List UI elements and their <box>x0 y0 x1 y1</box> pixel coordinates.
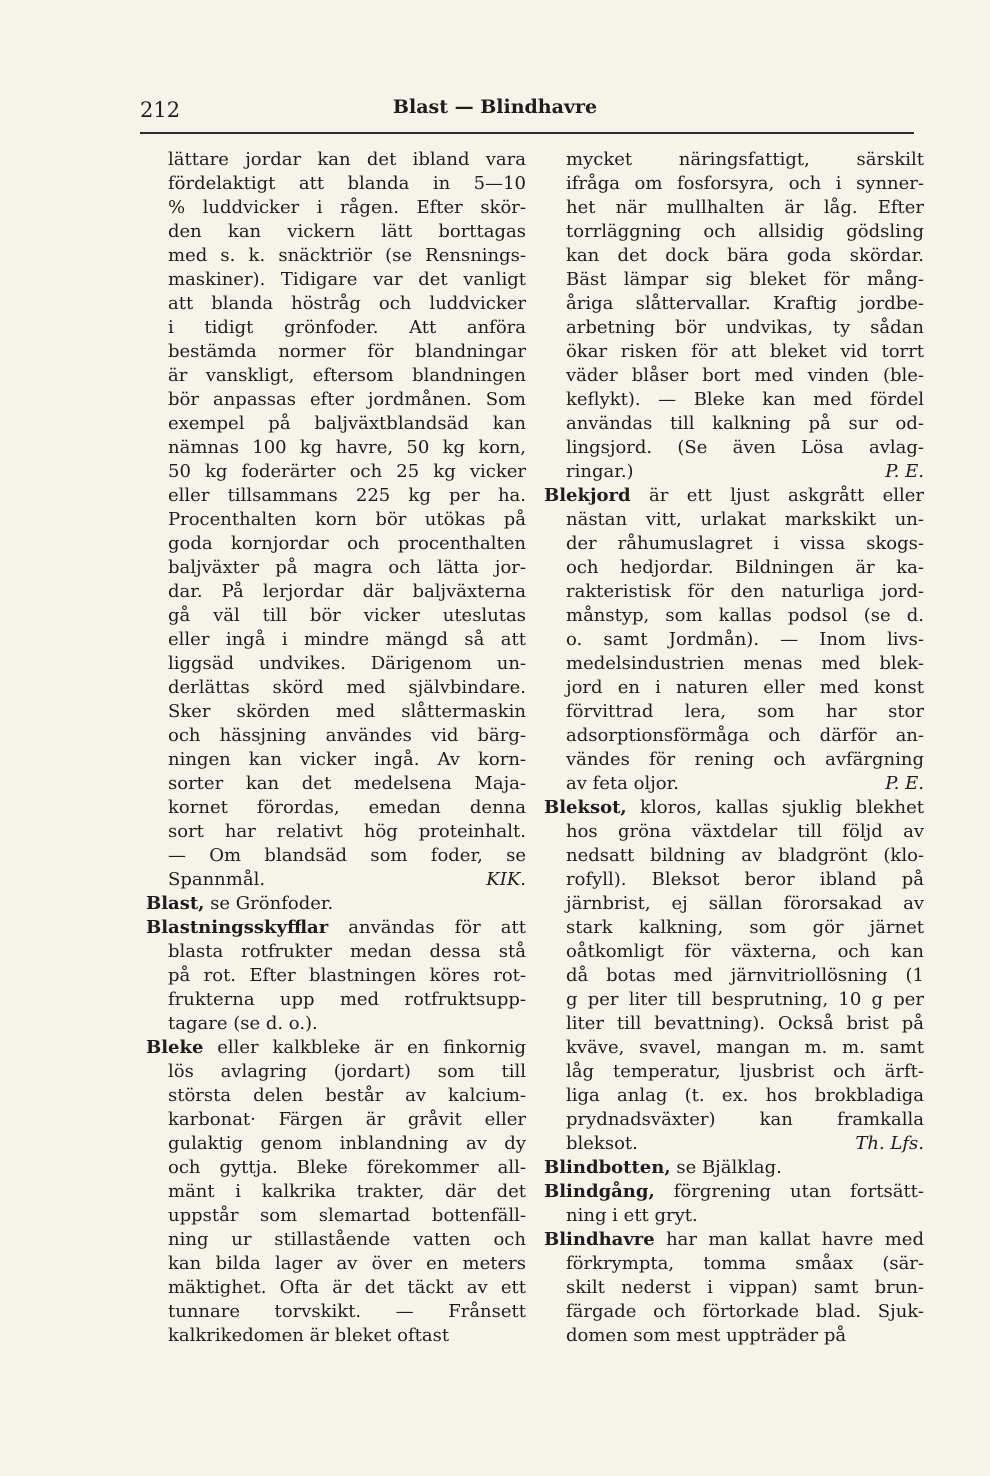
line-text: eller ingå i mindre mängd så att <box>168 629 526 650</box>
line-text: då botas med järnvitriollösning (1 <box>566 965 924 986</box>
line-text: se Bjälklag. <box>676 1157 782 1178</box>
line-text: karbonat· Färgen är gråvit eller <box>168 1109 526 1130</box>
line-text: att blanda höstråg och luddvicker <box>168 293 526 314</box>
line-text: torrläggning och allsidig gödsling <box>566 221 924 242</box>
text-line <box>544 1276 924 1300</box>
text-line <box>146 844 526 868</box>
line-text: arbetning bör undvikas, ty sådan <box>566 317 924 338</box>
line-text: ning i ett gryt. <box>566 1205 698 1226</box>
line-text: oåtkomligt för växterna, och kan <box>566 941 924 962</box>
line-text: nämnas 100 kg havre, 50 kg korn, <box>168 437 526 458</box>
line-text: tagare (se d. o.). <box>168 1013 318 1034</box>
text-line <box>146 988 526 1012</box>
headword: Blindgång, <box>544 1181 655 1202</box>
line-text: färgade och förtorkade blad. Sjuk- <box>566 1301 924 1322</box>
text-line <box>544 1060 924 1084</box>
text-line <box>146 244 526 268</box>
text-line <box>146 388 526 412</box>
line-text: domen som mest uppträder på <box>566 1325 847 1346</box>
text-line <box>146 580 526 604</box>
dictionary-entry <box>146 892 526 916</box>
text-line <box>544 436 924 460</box>
text-line <box>544 1324 924 1348</box>
line-text: % luddvicker i rågen. Efter skör- <box>168 197 526 218</box>
text-line <box>544 460 924 484</box>
line-text: prydnadsväxter) kan framkalla <box>566 1109 924 1130</box>
line-text: kalkrikedomen är bleket oftast <box>168 1325 450 1346</box>
line-text: ökar risken för att bleket vid torrt <box>566 341 924 362</box>
line-text: sort har relativt hög proteinhalt. <box>168 821 526 842</box>
line-text: baljväxter på magra och lätta jor- <box>168 557 526 578</box>
text-line <box>544 748 924 772</box>
text-line <box>146 1156 526 1180</box>
text-line <box>146 772 526 796</box>
text-line <box>146 1036 526 1060</box>
line-text: blasta rotfrukter medan dessa stå <box>168 941 526 962</box>
line-text: kan bilda lager av över en meters <box>168 1253 526 1274</box>
text-line <box>544 148 924 172</box>
line-text: lättare jordar kan det ibland vara <box>168 149 526 170</box>
headword: Bleksot, <box>544 797 627 818</box>
text-line <box>544 676 924 700</box>
line-text: i tidigt grönfoder. Att anföra <box>168 317 526 338</box>
text-line <box>544 988 924 1012</box>
line-text: kväve, svavel, mangan m. m. samt <box>566 1037 924 1058</box>
line-text: och hedjordar. Bildningen är ka- <box>566 557 924 578</box>
text-line <box>544 292 924 316</box>
text-line <box>146 292 526 316</box>
text-line <box>146 916 526 940</box>
text-line <box>146 1300 526 1324</box>
text-line <box>544 508 924 532</box>
line-text: kornet förordas, emedan denna <box>168 797 526 818</box>
line-text: och hässjning användes vid bärg- <box>168 725 526 746</box>
line-text: liter till bevattning). Också brist på <box>566 1013 924 1034</box>
dictionary-entry <box>544 484 924 796</box>
line-text: bleksot. <box>566 1133 638 1154</box>
text-line <box>544 580 924 604</box>
author-signature: P. E. <box>885 461 924 482</box>
headword: Blindhavre <box>544 1229 655 1250</box>
text-line <box>544 412 924 436</box>
text-line <box>146 460 526 484</box>
text-line <box>146 1084 526 1108</box>
text-line <box>146 700 526 724</box>
text-line <box>146 868 526 892</box>
author-signature: P. E. <box>885 773 924 794</box>
text-line <box>146 268 526 292</box>
line-text: nästan vitt, urlakat markskikt un- <box>566 509 924 530</box>
text-line <box>146 1060 526 1084</box>
text-line <box>544 1300 924 1324</box>
line-text: uppstår som slemartad bottenfäll- <box>168 1205 526 1226</box>
text-line <box>146 964 526 988</box>
line-text: gulaktig genom inblandning av dy <box>168 1133 526 1154</box>
left-column <box>146 148 526 1348</box>
text-line <box>544 220 924 244</box>
text-line <box>544 268 924 292</box>
line-text: på rot. Efter blastningen köres rot- <box>168 965 526 986</box>
dictionary-entry <box>544 1156 924 1180</box>
text-line <box>146 652 526 676</box>
text-line <box>146 628 526 652</box>
text-line <box>544 652 924 676</box>
line-text: nedsatt bildning av bladgrönt (klo- <box>566 845 924 866</box>
headword: Blastningsskyfflar <box>146 917 329 938</box>
text-line <box>146 340 526 364</box>
line-text: vändes för rening och avfärgning <box>566 749 924 770</box>
text-line <box>544 556 924 580</box>
line-text: är vanskligt, eftersom blandningen <box>168 365 526 386</box>
line-text: hos gröna växtdelar till följd av <box>566 821 924 842</box>
line-text: kan det dock bära goda skördar. <box>566 245 924 266</box>
line-text: o. samt Jordmån). — Inom livs- <box>566 629 924 650</box>
line-text: användas till kalkning på sur od- <box>566 413 924 434</box>
author-signature: Th. Lfs. <box>855 1133 924 1154</box>
text-line <box>146 532 526 556</box>
line-text: se Grönfoder. <box>210 893 334 914</box>
text-line <box>544 964 924 988</box>
text-line <box>544 1252 924 1276</box>
headword: Blindbotten, <box>544 1157 671 1178</box>
line-text: jord en i naturen eller med konst <box>566 677 924 698</box>
line-text: gå väl till bör vicker uteslutas <box>168 605 526 626</box>
text-line <box>146 1324 526 1348</box>
line-text: mänt i kalkrika trakter, där det <box>168 1181 526 1202</box>
text-line <box>544 796 924 820</box>
line-text: het när mullhalten är låg. Efter <box>566 197 924 218</box>
line-text: liga anlag (t. ex. hos brokbladiga <box>566 1085 924 1106</box>
text-line <box>544 1084 924 1108</box>
line-text: järnbrist, ej sällan förorsakad av <box>566 893 924 914</box>
text-line <box>544 604 924 628</box>
text-line <box>544 940 924 964</box>
text-line <box>544 1156 924 1180</box>
headword: Bleke <box>146 1037 204 1058</box>
line-text: medelsindustrien menas med blek- <box>566 653 924 674</box>
dictionary-entry <box>146 1036 526 1348</box>
text-line <box>146 724 526 748</box>
line-text: bör anpassas efter jordmånen. Som <box>168 389 526 410</box>
line-text: ringar.) <box>566 461 634 482</box>
headword: Blast, <box>146 893 205 914</box>
line-text: användas för att <box>348 917 526 938</box>
line-text: 50 kg foderärter och 25 kg vicker <box>168 461 526 482</box>
line-text: förgrening utan fortsätt- <box>673 1181 924 1202</box>
line-text: och gyttja. Bleke förekommer all- <box>168 1157 526 1178</box>
headword: Blekjord <box>544 485 631 506</box>
text-line <box>146 1108 526 1132</box>
text-line <box>544 700 924 724</box>
text-line <box>544 628 924 652</box>
dictionary-entry <box>544 796 924 1156</box>
text-line <box>146 412 526 436</box>
text-line <box>146 1204 526 1228</box>
line-text: ningen kan vicker ingå. Av korn- <box>168 749 526 770</box>
text-line <box>146 1180 526 1204</box>
text-line <box>544 1228 924 1252</box>
text-line <box>544 916 924 940</box>
dictionary-entry <box>544 1228 924 1348</box>
line-text: största delen består av kalcium- <box>168 1085 526 1106</box>
line-text: der råhumuslagret i vissa skogs- <box>566 533 924 554</box>
line-text: Bäst lämpar sig bleket för mång- <box>566 269 924 290</box>
text-line <box>146 316 526 340</box>
header-rule <box>140 132 914 134</box>
line-text: är ett ljust askgrått eller <box>648 485 924 506</box>
text-line <box>146 1132 526 1156</box>
line-text: sorter kan det medelsena Maja- <box>168 773 526 794</box>
text-line <box>544 820 924 844</box>
line-text: stark kalkning, som gör järnet <box>566 917 924 938</box>
line-text: eller kalkbleke är en finkornig <box>217 1037 526 1058</box>
line-text: väder blåser bort med vinden (ble- <box>566 365 924 386</box>
text-line <box>544 1108 924 1132</box>
line-text: mäktighet. Ofta är det täckt av ett <box>168 1277 526 1298</box>
dictionary-entry <box>146 148 526 892</box>
text-line <box>544 316 924 340</box>
text-line <box>544 172 924 196</box>
line-text: frukterna upp med rotfruktsupp- <box>168 989 526 1010</box>
text-line <box>146 1012 526 1036</box>
line-text: lingsjord. (Se även Lösa avlag- <box>566 437 924 458</box>
line-text: eller tillsammans 225 kg per ha. <box>168 485 526 506</box>
line-text: ning ur stillastående vatten och <box>168 1229 526 1250</box>
line-text: ifråga om fosforsyra, och i synner- <box>566 173 924 194</box>
line-text: mycket näringsfattigt, särskilt <box>566 149 924 170</box>
line-text: med s. k. snäcktriör (se Rensnings- <box>168 245 526 266</box>
line-text: åriga slåttervallar. Kraftig jordbe- <box>566 293 924 314</box>
line-text: adsorptionsförmåga och därför an- <box>566 725 924 746</box>
text-line <box>544 724 924 748</box>
line-text: Sker skörden med slåttermaskin <box>168 701 526 722</box>
text-line <box>544 1204 924 1228</box>
dictionary-entry <box>544 148 924 484</box>
text-line <box>146 220 526 244</box>
line-text: månstyp, som kallas podsol (se d. <box>566 605 924 626</box>
dictionary-entry <box>146 916 526 1036</box>
text-line <box>544 844 924 868</box>
line-text: lös avlagring (jordart) som till <box>168 1061 526 1082</box>
line-text: tunnare torvskikt. — Frånsett <box>168 1301 526 1322</box>
text-line <box>146 1276 526 1300</box>
text-line <box>544 484 924 508</box>
text-line <box>544 244 924 268</box>
text-line <box>146 556 526 580</box>
line-text: Spannmål. <box>168 869 266 890</box>
line-text: Procenthalten korn bör utökas på <box>168 509 526 530</box>
text-line <box>544 340 924 364</box>
line-text: g per liter till besprutning, 10 g per <box>566 989 924 1010</box>
text-line <box>544 1132 924 1156</box>
text-line <box>544 196 924 220</box>
page-number: 212 <box>140 98 181 122</box>
text-line <box>146 148 526 172</box>
line-text: exempel på baljväxtblandsäd kan <box>168 413 526 434</box>
text-line <box>146 1228 526 1252</box>
running-head: Blast — Blindhavre <box>392 96 598 118</box>
text-line <box>146 484 526 508</box>
line-text: maskiner). Tidigare var det vanligt <box>168 269 526 290</box>
dictionary-entry <box>544 1180 924 1228</box>
text-line <box>146 676 526 700</box>
text-line <box>146 748 526 772</box>
line-text: den kan vickern lätt borttagas <box>168 221 526 242</box>
text-line <box>544 1036 924 1060</box>
line-text: dar. På lerjordar där baljväxterna <box>168 581 526 602</box>
text-line <box>146 796 526 820</box>
line-text: derlättas skörd med självbindare. <box>168 677 526 698</box>
author-signature: KIK. <box>486 869 526 890</box>
text-line <box>146 1252 526 1276</box>
right-column <box>544 148 924 1348</box>
line-text: rakteristisk för den naturliga jord- <box>566 581 924 602</box>
text-line <box>544 772 924 796</box>
text-line <box>146 436 526 460</box>
line-text: kloros, kallas sjuklig blekhet <box>640 797 924 818</box>
text-line <box>544 388 924 412</box>
text-line <box>146 892 526 916</box>
text-line <box>544 532 924 556</box>
line-text: keflykt). — Bleke kan med fördel <box>566 389 924 410</box>
text-line <box>146 820 526 844</box>
line-text: goda kornjordar och procenthalten <box>168 533 526 554</box>
line-text: — Om blandsäd som foder, se <box>168 845 526 866</box>
line-text: liggsäd undvikes. Därigenom un- <box>168 653 526 674</box>
line-text: fördelaktigt att blanda in 5—10 <box>168 173 526 194</box>
line-text: av feta oljor. <box>566 773 679 794</box>
line-text: rofyll). Bleksot beror ibland på <box>566 869 924 890</box>
text-line <box>146 508 526 532</box>
text-line <box>544 1180 924 1204</box>
line-text: bestämda normer för blandningar <box>168 341 526 362</box>
line-text: låg temperatur, ljusbrist och ärft- <box>566 1061 924 1082</box>
text-line <box>544 364 924 388</box>
text-line <box>146 196 526 220</box>
line-text: skilt nederst i vippan) samt brun- <box>566 1277 924 1298</box>
text-line <box>146 172 526 196</box>
text-line <box>146 364 526 388</box>
text-line <box>146 604 526 628</box>
line-text: har man kallat havre med <box>666 1229 924 1250</box>
text-line <box>544 868 924 892</box>
line-text: förkrympta, tomma småax (sär- <box>566 1253 924 1274</box>
line-text: förvittrad lera, som har stor <box>566 701 924 722</box>
text-line <box>544 892 924 916</box>
text-line <box>146 940 526 964</box>
text-line <box>544 1012 924 1036</box>
